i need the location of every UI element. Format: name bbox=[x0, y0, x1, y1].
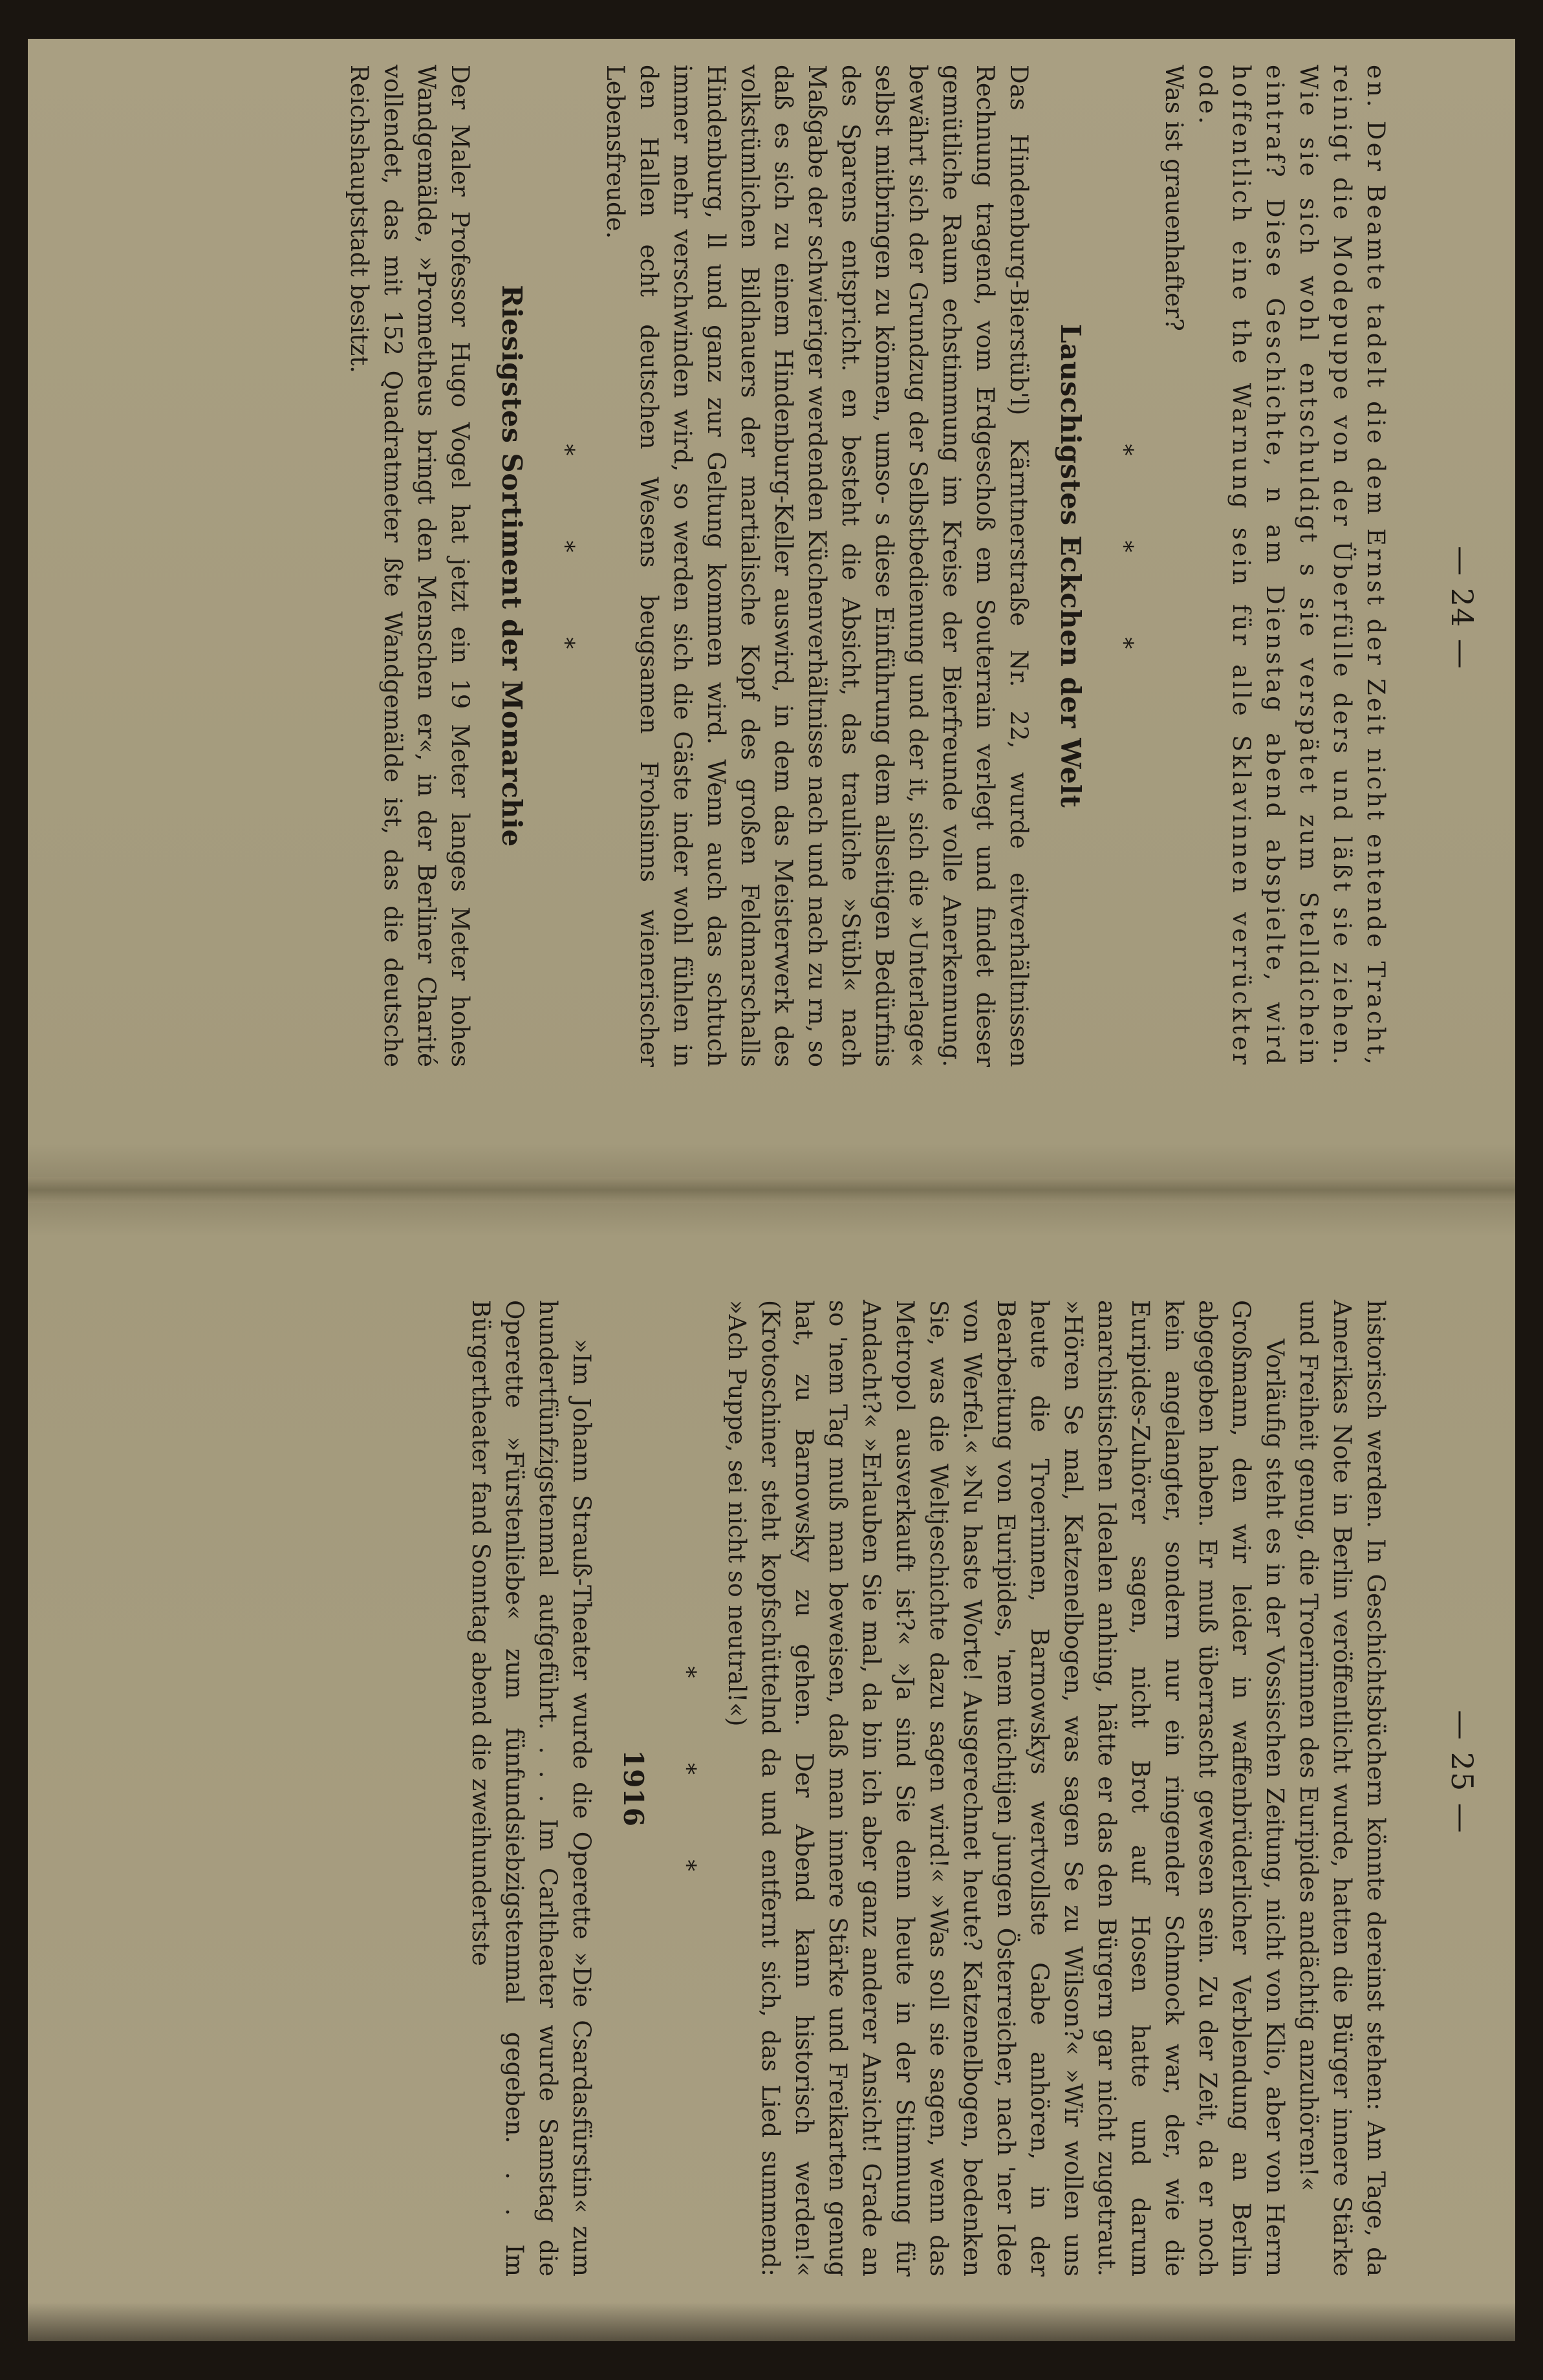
page-number-right: — 25 — bbox=[1445, 1710, 1480, 1834]
closing-question: Was ist grauenhafter? bbox=[1160, 65, 1188, 331]
article-lauschigstes: Das Hindenburg-Bierstüb'l) Kärntnerstraße Nr. 22, wurde eitverhältnissen Rechnung tragend, vom Erdgeschoß em Souterrain verlegt und findet dieser gemütliche Raum echstimmung im Kreise der Bierfreunde volle Anerkennung. bewährt sich der Grundzug der Selbstbedienung und der it, sich die »Unterlage« selbst mitbringen zu können, umso- s diese Einführung dem allseitigen Bedürfnis des Sparens entspricht. en besteht die Absicht, das trauliche »Stübl« nach Maßgabe der schwieriger werdenden Küchenverhältnisse nach und nach zu rn, so daß es sich zu einem Hindenburg-Keller auswird, in dem das Meisterwerk des volkstümlichen Bildhauers der martialische Kopf des großen Feldmarschalls Hindenburg, ll und ganz zur Geltung kommen wird. Wenn auch das schtuch immer mehr verschwinden wird, so werden sich die Gäste inder wohl fühlen in den Hallen echt deutschen Wesens beugsamen Frohsinns wienerischer Lebensfreude. bbox=[601, 65, 1033, 1067]
intro-paragraph: en. Der Beamte tadelt die dem Ernst der Zeit nicht entende Tracht, reinigt die Modepuppe von der Überfülle ders und läßt sie ziehen. Wie sie sich wohl entschuldigt s sie verspätet zum Stelldichein eintraf? Diese Geschichte, n am Dienstag abend abspielte, wird hoffentlich eine the Warnung sein für alle Sklavinnen verrückter ode. bbox=[1194, 65, 1390, 1067]
heading-lauschigstes: Lauschigstes Eckchen der Welt bbox=[1055, 323, 1086, 808]
left-column bbox=[342, 65, 1392, 1067]
section-divider-2: * * * bbox=[552, 444, 578, 688]
article-riesigstes: Der Maler Professor Hugo Vogel hat jetzt ein 19 Meter langes Meter hohes Wandgemälde, »Prometheus bringt den Menschen er«, in der Berliner Charité vollendet, das mit 152 Quadratmeter ßte Wandgemälde ist, das die deutsche Reichshauptstadt besitzt. bbox=[345, 65, 474, 1067]
book-spread bbox=[28, 39, 1515, 2341]
paragraph-vorlaeufig: Vorläufig steht es in der Vossischen Zeitung, nicht von Klio, aber von Herrn Großmann, den wir leider in waffenbrüderlicher Verblendung an Berlin abgegeben haben. Er muß überrascht gewesen sein. Zu der Zeit, da er noch kein angelangter, sondern nur ein ringender Schmock war, der, wie die Euripides-Zuhörer sagen, nicht Brot auf Hosen hatte und darum anarchistischen Idealen anhing, hätte er das den Bürgern gar nicht zugetraut. »Hören Se mal, Katzenelbogen, was sagen Se zu Wilson?« »Wir wollen uns heute die Troerinnen, Barnowskys wertvollste Gabe anhören, in der Bearbeitung von Euripides, 'nem tüchtijen jungen Österreicher, nach 'ner Idee von Werfel.« »Nu haste Worte! Ausgerechnet heute? Katzenelbogen, bedenken Sie, was die Weltjeschichte dazu sagen wird!« »Was soll sie sagen, wenn das Metropol ausverkauft ist?« »Ja sind Sie denn heute in der Stimmung für Andacht?« »Erlauben Sie mal, da bin ich aber ganz anderer Ansicht! Grade an so 'nem Tag muß man beweisen, daß man innere Stärke und Freikarten genug hat, zu Barnowsky zu gehen. Der Abend kann historisch werden!« (Krotoschiner steht kopfschüttelnd da und entfernt sich, das Lied summend: »Ach Puppe, sei nicht so neutral!«) bbox=[723, 1300, 1289, 2277]
right-page bbox=[28, 1203, 1515, 2341]
page-number-left: — 24 — bbox=[1445, 546, 1480, 670]
book-gutter bbox=[28, 1177, 1515, 1203]
left-page bbox=[28, 39, 1515, 1177]
heading-1916: 1916 bbox=[618, 1749, 649, 1827]
right-column bbox=[464, 1300, 1392, 2277]
section-divider-1: * * * bbox=[1110, 444, 1137, 688]
paragraph-historisch: historisch werden. In Geschichtsbüchern könnte dereinst stehen: Am Tage, da Amerikas Note in Berlin veröffentlicht wurde, hatten die Bürger innere Stärke und Freiheit genug, die Troerinnen des Euripides andächtig anzuhören!« bbox=[1295, 1300, 1390, 2277]
page-edge-shadow bbox=[28, 2302, 1515, 2341]
section-divider-3: * * * bbox=[673, 1666, 700, 1910]
article-1916: »Im Johann Strauß-Theater wurde die Operette »Die Csardasfürstin« zum hundertfünfzigstenmal aufgeführt. . . . Im Carltheater wurde Samstag die Operette »Fürstenliebe« zum fünfundsiebzigstenmal gegeben. . . Im Bürgertheater fand Sonntag abend die zweihundertste bbox=[467, 1300, 596, 2277]
heading-riesigstes: Riesigstes Sortiment der Monarchie bbox=[496, 285, 528, 847]
